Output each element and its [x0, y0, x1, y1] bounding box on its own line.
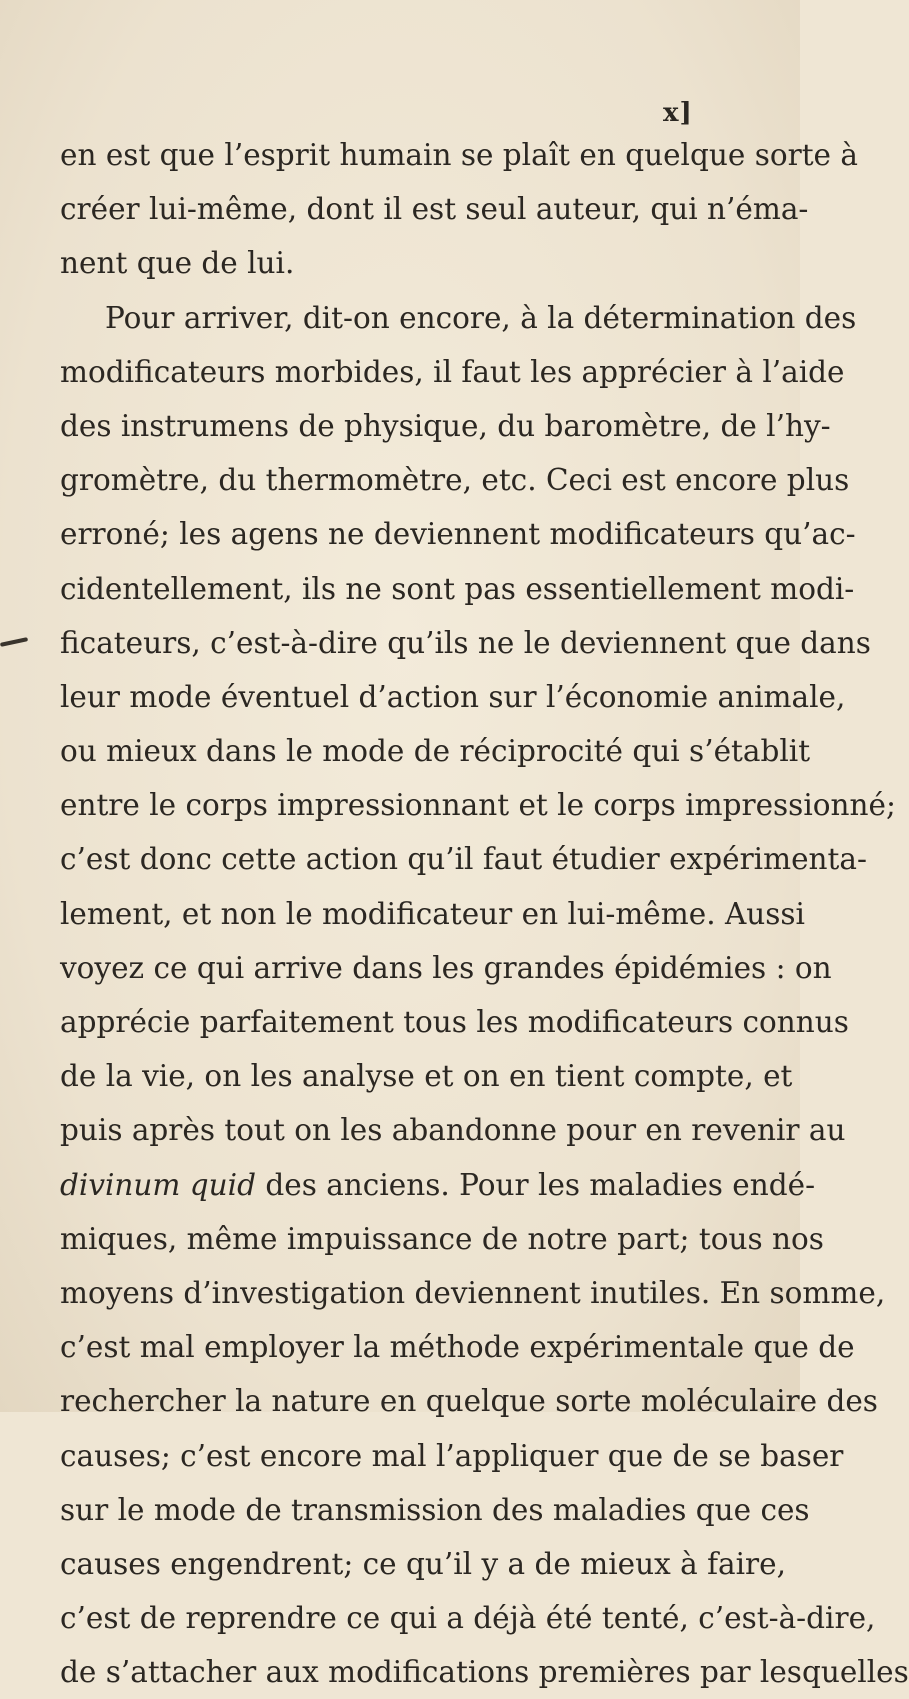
text-line: cidentellement, ils ne sont pas essentiellement modi- [60, 571, 855, 606]
margin-mark [0, 637, 28, 647]
text-line: rechercher la nature en quelque sorte moléculaire des [60, 1384, 878, 1419]
text-line: modificateurs morbides, il faut les apprécier à l’aide [60, 354, 845, 389]
text-line: entre le corps impressionnant et le corps impressionné; [60, 788, 896, 823]
text-line: c’est donc cette action qu’il faut étudier expérimenta- [60, 842, 867, 877]
text-line: créer lui-même, dont il est seul auteur, qui n’éma- [60, 192, 809, 227]
text-line: sur le mode de transmission des maladies que ces [60, 1492, 810, 1527]
text-line: ou mieux dans le mode de réciprocité qui s’établit [60, 734, 811, 769]
text-line: miques, même impuissance de notre part; tous nos [60, 1221, 824, 1256]
text-line: divinum quid des anciens. Pour les maladies endé- [60, 1167, 816, 1202]
text-line: gromètre, du thermomètre, etc. Ceci est encore plus [60, 463, 850, 498]
text-line: des instrumens de physique, du baromètre, de l’hy- [60, 408, 831, 443]
text-line: c’est mal employer la méthode expérimentale que de [60, 1330, 855, 1365]
text-line: apprécie parfaitement tous les modificateurs connus [60, 1005, 849, 1039]
text-line: Pour arriver, dit-on encore, à la détermination des [105, 300, 857, 335]
text-line: ficateurs, c’est-à-dire qu’ils ne le deviennent que dans [60, 625, 871, 660]
text-line: nent que de lui. [60, 246, 295, 281]
text-line: c’est de reprendre ce qui a déjà été tenté, c’est-à-dire, [60, 1601, 876, 1636]
text-line: leur mode éventuel d’action sur l’économie animale, [60, 679, 846, 714]
text-line: en est que l’esprit humain se plaît en quelque sorte à [60, 138, 858, 172]
text-line: lement, et non le modificateur en lui-même. Aussi [60, 896, 805, 931]
italic-phrase: divinum quid [60, 1167, 256, 1202]
page-signature-mark: x] [663, 98, 693, 128]
text-line: causes engendrent; ce qu’il y a de mieux à faire, [60, 1546, 786, 1581]
text-line: de la vie, on les analyse et on en tient compte, et [60, 1059, 793, 1094]
text-line: puis après tout on les abandonne pour en revenir au [60, 1113, 846, 1148]
text-line: de s’attacher aux modifications premières par lesquelles [60, 1655, 909, 1690]
text-line: erroné; les agens ne deviennent modificateurs qu’ac- [60, 517, 856, 552]
text-line: causes; c’est encore mal l’appliquer que de se baser [60, 1438, 844, 1473]
text-line: moyens d’investigation deviennent inutiles. En somme, [60, 1275, 886, 1310]
text-line: voyez ce qui arrive dans les grandes épidémies : on [60, 950, 832, 985]
body-text [60, 128, 909, 1699]
